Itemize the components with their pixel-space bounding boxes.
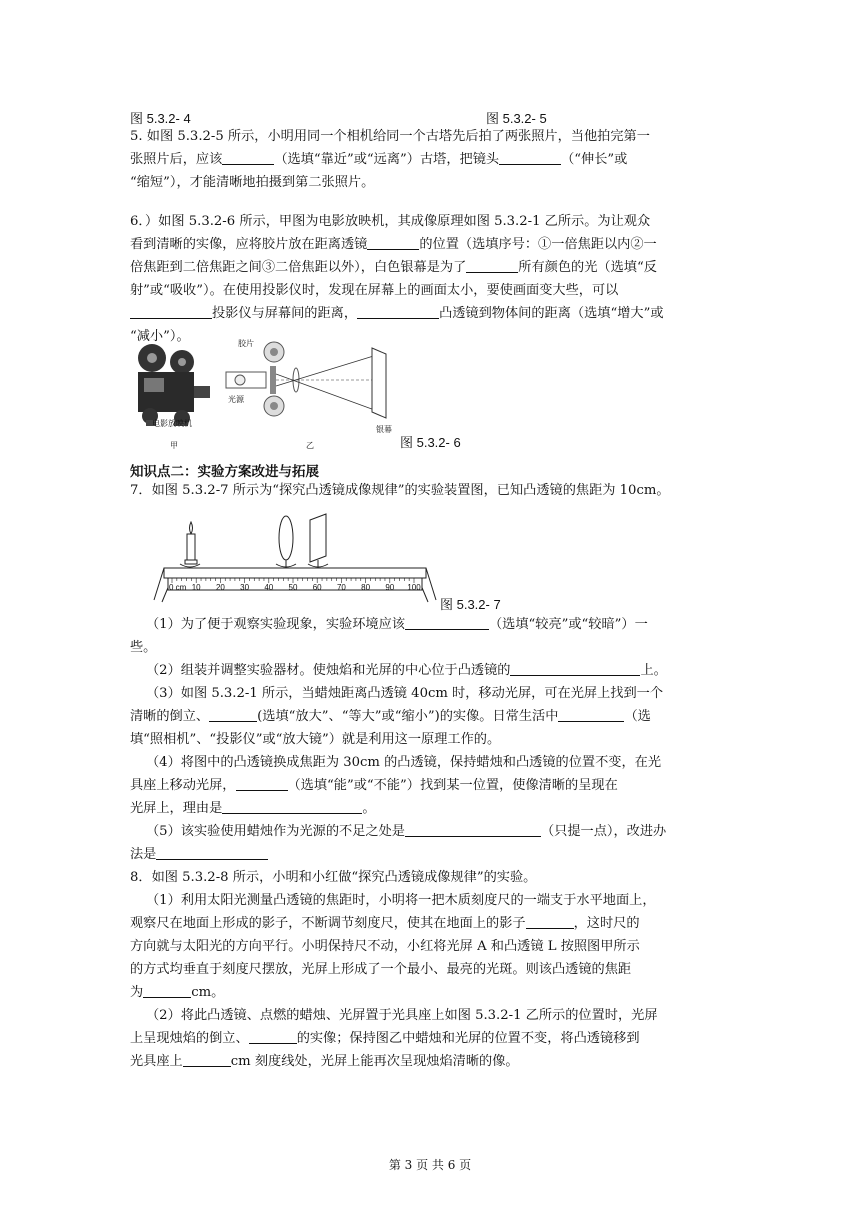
q8-text: 观察尺在地面上形成的影子，不断调节刻度尺，使其在地面上的影子 <box>130 916 526 931</box>
screen-label: 银幕 <box>376 425 392 434</box>
figure-caption-6: 图 5.3.2- 6 <box>400 435 461 450</box>
q8-part-1-line-5 <box>130 981 740 1004</box>
question-8 <box>130 866 740 1073</box>
q7-part-1-line-2: 些。 <box>130 640 157 655</box>
q7-part-4-line-2 <box>130 774 740 797</box>
q7-text: 清晰的倒立、 <box>130 709 210 724</box>
q7-part-1-line-1 <box>130 613 740 636</box>
ruler-tick-label: 60 <box>312 583 322 592</box>
answer-blank[interactable] <box>143 983 191 998</box>
answer-blank[interactable] <box>367 235 419 250</box>
answer-blank[interactable] <box>209 707 257 722</box>
q7-part-3-line-3: 填“照相机”、“投影仪”或“放大镜”）就是利用这一原理工作的。 <box>130 732 501 747</box>
light-screen-illustration <box>310 514 326 568</box>
question-5 <box>130 125 730 194</box>
ruler-tick-label: 30 <box>240 583 250 592</box>
q7-text: （选填“较亮”或“较暗”）一 <box>488 617 648 632</box>
q8-text: cm 刻度线处，光屏上能再次呈现烛焰清晰的像。 <box>230 1054 519 1069</box>
ruler-tick-label: 10 <box>191 583 201 592</box>
answer-blank[interactable] <box>526 914 574 929</box>
answer-blank[interactable] <box>558 707 624 722</box>
answer-blank[interactable] <box>499 150 561 165</box>
q8-intro: 8．如图 5.3.2-8 所示，小明和小红做“探究凸透镜成像规律”的实验。 <box>130 870 537 885</box>
q8-part-1-line-1: （1）利用太阳光测量凸透镜的焦距时，小明将一把木质刻度尺的一端支于水平地面上， <box>146 893 656 908</box>
q6-line-4: 射”或“吸收”）。在使用投影仪时，发现在屏幕上的画面太小，要使画面变大些，可以 <box>130 283 619 298</box>
q7-part-4-line-3 <box>130 797 740 820</box>
figure-5-3-2-7 <box>150 504 440 608</box>
q7-text: (选填“放大”、“等大”或“缩小”)的实像。日常生活中 <box>257 709 559 724</box>
q8-part-1-line-3: 方向就与太阳光的方向平行。小明保持尺不动，小红将光屏 A 和凸透镜 L 按照图甲所示 <box>130 939 640 954</box>
candle-illustration <box>185 522 197 564</box>
q8-text: cm。 <box>191 985 225 1000</box>
ruler-tick-label: 100 <box>407 583 421 592</box>
figure-caption-7: 图 5.3.2- 7 <box>440 597 501 612</box>
answer-blank[interactable] <box>510 661 640 676</box>
q6-line-3 <box>130 256 730 279</box>
q5-line-1: 5. 如图 5.3.2-5 所示，小明用同一个相机给同一个古塔先后拍了两张照片，当他拍完第一 <box>130 129 650 144</box>
q7-intro-text: 7．如图 5.3.2-7 所示为“探究凸透镜成像规律”的实验装置图，已知凸透镜的焦距为 10cm。 <box>130 483 670 498</box>
ruler-tick-label: 70 <box>336 583 346 592</box>
q7-text: 光屏上，理由是 <box>130 801 223 816</box>
q7-part-2 <box>130 659 740 682</box>
q7-part-3-line-2 <box>130 705 740 728</box>
q7-part-4-line-1: （4）将图中的凸透镜换成焦距为 30cm 的凸透镜，保持蜡烛和凸透镜的位置不变，在光 <box>146 755 662 770</box>
q7-text: （2）组装并调整实验器材。使烛焰和光屏的中心位于凸透镜的 <box>146 663 511 678</box>
q8-text: 的实像；保持图乙中蜡烛和光屏的位置不变，将凸透镜移到 <box>296 1031 640 1046</box>
q7-text: （选填“能”或“不能”）找到某一位置，使像清晰的呈现在 <box>287 778 618 793</box>
answer-blank[interactable] <box>249 1029 297 1044</box>
figure-5-3-2-6 <box>130 334 410 454</box>
label-yi: 乙 <box>306 441 314 450</box>
q6-text: 所有颜色的光（选填“反 <box>518 260 657 275</box>
q6-text: 凸透镜到物体间的距离（选填“增大”或 <box>439 306 664 321</box>
ruler-tick-label: 40 <box>264 583 274 592</box>
page-footer: 第 3 页 共 6 页 <box>388 1158 472 1172</box>
ruler-tick-label: 90 <box>385 583 395 592</box>
ruler-tick-label: 20 <box>215 583 225 592</box>
q6-line-1: 6．）如图 5.3.2-6 所示，甲图为电影放映机，其成像原理如图 5.3.2-1 乙所示。为让观众 <box>130 214 651 229</box>
answer-blank[interactable] <box>466 258 518 273</box>
label-jia: 甲 <box>170 441 178 450</box>
question-7-parts <box>130 613 740 866</box>
q5-text: 张照片后，应该 <box>130 152 223 167</box>
q5-line-2 <box>130 148 730 171</box>
film-projector-illustration <box>138 344 210 426</box>
q7-text: （1）为了便于观察实验现象，实验环境应该 <box>146 617 405 632</box>
q7-part-5-line-1 <box>130 820 740 843</box>
q6-text: 投影仪与屏幕间的距离， <box>212 306 358 321</box>
q8-text: 光具座上 <box>130 1054 183 1069</box>
q7-text: （选 <box>624 709 651 724</box>
q5-text: （选填“靠近”或“远离”）古塔，把镜头 <box>274 152 500 167</box>
ruler-tick-label: 0 cm <box>169 583 187 592</box>
q8-text: 为 <box>130 985 144 1000</box>
projection-principle-diagram <box>226 342 386 418</box>
q7-text: （只提一点），改进办 <box>540 824 667 839</box>
q7-text: 上。 <box>640 663 667 678</box>
projector-label: 电影放映机 <box>152 419 192 428</box>
q8-part-1-line-4: 的方式均垂直于刻度尺摆放，光屏上形成了一个最小、最亮的光斑。则该凸透镜的焦距 <box>130 962 632 977</box>
answer-blank[interactable] <box>183 1052 231 1067</box>
q7-text: 法是 <box>130 847 157 862</box>
question-6 <box>130 210 730 348</box>
q8-part-2-line-1: （2）将此凸透镜、点燃的蜡烛、光屏置于光具座上如图 5.3.2-1 乙所示的位置时，光屏 <box>146 1008 658 1023</box>
answer-blank[interactable] <box>156 845 268 860</box>
figure-caption-5: 图 5.3.2- 5 <box>486 111 547 126</box>
q7-part-3-line-1: （3）如图 5.3.2-1 所示，当蜡烛距离凸透镜 40cm 时，移动光屏，可在光屏上找到一个 <box>146 686 664 701</box>
q8-part-2-line-2 <box>130 1027 740 1050</box>
convex-lens-illustration <box>279 516 293 568</box>
question-7-intro <box>130 479 750 502</box>
q8-text: ，这时尺的 <box>573 916 640 931</box>
ruler-tick-label: 50 <box>288 583 298 592</box>
q5-line-3: “缩短”），才能清晰地拍摄到第二张照片。 <box>130 175 375 190</box>
answer-blank[interactable] <box>357 304 439 319</box>
q5-text: （“伸长”或 <box>561 152 628 167</box>
answer-blank[interactable] <box>222 799 362 814</box>
light-source-label: 光源 <box>228 395 244 404</box>
figure-caption-4: 图 5.3.2- 4 <box>130 111 191 126</box>
q7-text: 。 <box>362 801 376 816</box>
section-heading: 知识点二：实验方案改进与拓展 <box>130 464 319 479</box>
q7-text: （5）该实验使用蜡烛作为光源的不足之处是 <box>146 824 405 839</box>
q8-text: 上呈现烛焰的倒立、 <box>130 1031 249 1046</box>
q7-text: 具座上移动光屏， <box>130 778 236 793</box>
q7-part-5-line-2 <box>130 843 740 866</box>
q8-part-2-line-3 <box>130 1050 740 1073</box>
q6-text: 看到清晰的实像，应将胶片放在距离透镜 <box>130 237 368 252</box>
answer-blank[interactable] <box>405 615 489 630</box>
q6-line-6: “减小”）。 <box>130 329 190 344</box>
q6-text: 倍焦距到二倍焦距之间③二倍焦距以外），白色银幕是为了 <box>130 260 467 275</box>
q8-part-1-line-2 <box>130 912 740 935</box>
answer-blank[interactable] <box>405 822 541 837</box>
q6-text: 的位置（选填序号：①一倍焦距以内②一 <box>419 237 657 252</box>
answer-blank[interactable] <box>222 150 274 165</box>
q6-line-5 <box>130 302 730 325</box>
film-label: 胶片 <box>238 339 254 348</box>
answer-blank[interactable] <box>236 776 288 791</box>
q6-line-2 <box>130 233 730 256</box>
answer-blank[interactable] <box>130 304 212 319</box>
ruler-tick-label: 80 <box>361 583 371 592</box>
